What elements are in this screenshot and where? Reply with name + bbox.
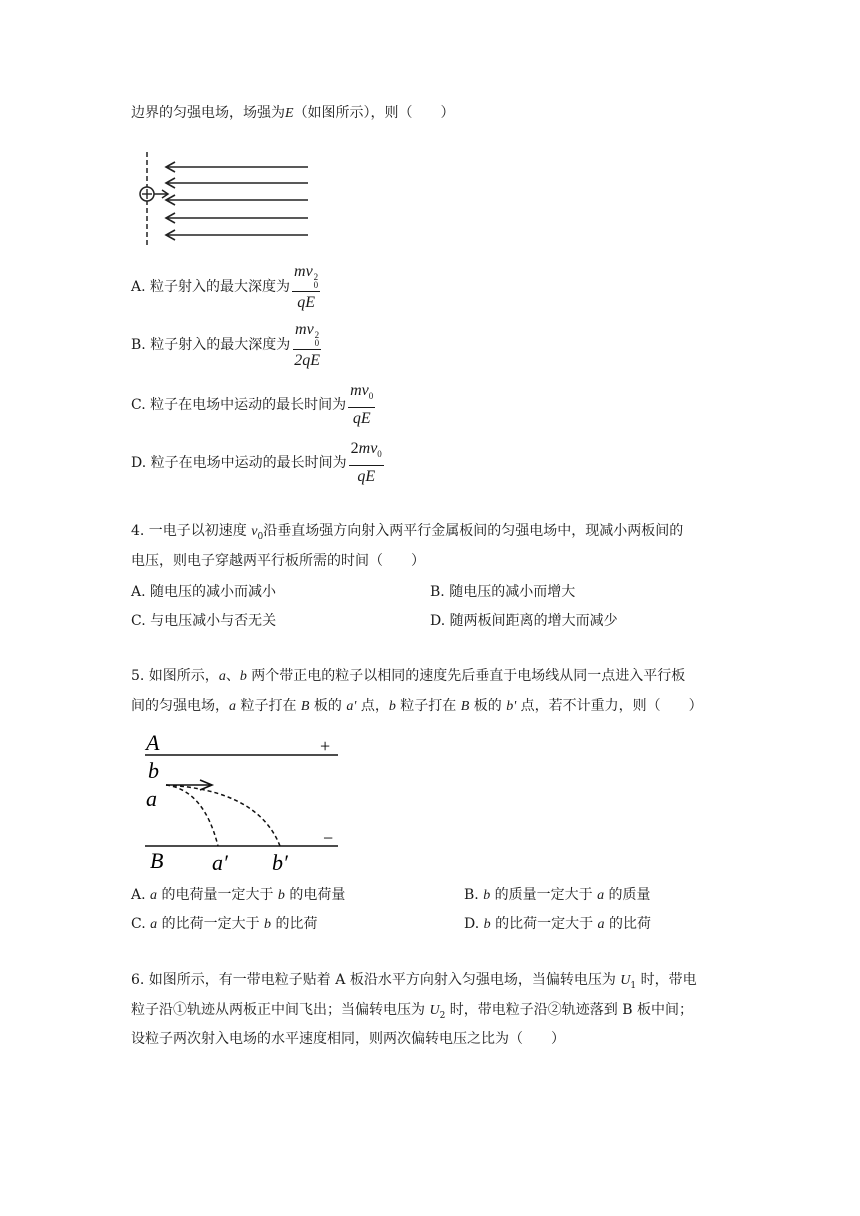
q5-opt-c-mid: 的比荷一定大于 — [157, 916, 265, 932]
q3-option-d-label: D. — [131, 455, 147, 471]
q5-l1-a: a — [218, 669, 226, 684]
q5-opt-c-v2: b — [264, 917, 272, 932]
q5-option-c — [131, 914, 317, 935]
q6-line1-b: 时，带电 — [636, 972, 697, 988]
q5-l2-b: b — [388, 699, 396, 714]
q5-plate-diagram — [140, 726, 345, 878]
q3-option-d-text: 粒子在电场中运动的最长时间为 — [150, 455, 347, 471]
q6-line1-a: 6. 如图所示，有一带电粒子贴着 A 板沿水平方向射入匀强电场，当偏转电压为 — [131, 972, 621, 988]
q5-l1-p3: 两个带正电的粒子以相同的速度先后垂直于电场线从同一点进入平行板 — [246, 668, 686, 684]
q4-option-c: C. 与电压减小与否无关 — [131, 613, 277, 629]
q3-option-b-fraction — [292, 321, 322, 370]
q5-opt-c-v1: a — [150, 917, 158, 932]
q5-stem-line2 — [131, 696, 703, 717]
q6-stem-line3: 设粒子两次射入电场的水平速度相同，则两次偏转电压之比为（ ） — [131, 1031, 565, 1047]
velocity-arrow-icon — [166, 780, 212, 790]
plate-a-label: A — [146, 730, 160, 755]
q5-opt-d-post: 的比荷 — [604, 916, 651, 932]
q3-option-a-sub: 0 — [313, 279, 319, 290]
q5-option-d — [464, 914, 651, 935]
trajectory-a — [166, 785, 218, 846]
q5-l1-b: b — [239, 669, 247, 684]
q5-l2-p5: 粒子打在 — [395, 698, 461, 714]
q5-l2-p1: 间的匀强电场， — [131, 698, 229, 714]
q5-stem-line1 — [131, 666, 685, 687]
q3-option-d-prefix: 2 — [350, 439, 359, 457]
q3-option-d-den: qE — [357, 468, 376, 486]
trajectory-b — [166, 785, 280, 846]
q5-l2-p2: 粒子打在 — [236, 698, 301, 714]
q5-opt-a-post: 的电荷量 — [284, 887, 346, 903]
q5-opt-c-pre: C. — [131, 916, 151, 932]
q5-opt-a-v1: a — [150, 888, 158, 903]
q5-opt-d-v1: b — [483, 917, 491, 932]
q6-u2: U — [429, 1003, 440, 1018]
q5-l1-p1: 5. 如图所示， — [131, 668, 219, 684]
q5-option-b — [464, 885, 651, 906]
q4-v0: v — [251, 524, 258, 539]
q3-field-diagram — [130, 148, 320, 248]
q3-option-b — [131, 322, 322, 368]
plate-a-plus: + — [320, 736, 331, 756]
q5-opt-a-v2: b — [277, 888, 285, 903]
q4-option-d: D. 随两板间距离的增大而减少 — [430, 613, 618, 629]
q4-stem-line1 — [131, 521, 683, 547]
q4-option-b: B. 随电压的减小而增大 — [430, 584, 576, 600]
q3-option-c-text: 粒子在电场中运动的最长时间为 — [150, 397, 347, 413]
q5-l2-p7: 点，若不计重力，则（ ） — [516, 698, 703, 714]
q6-line2-a: 粒子沿①轨迹从两板正中间飞出；当偏转电压为 — [131, 1002, 430, 1018]
q5-l1-p2: 、 — [225, 668, 240, 684]
q3-option-a-den: qE — [297, 293, 315, 311]
point-b-prime-label: b′ — [272, 850, 288, 875]
q3-option-d-num: mv — [358, 439, 378, 457]
q5-opt-d-v2: a — [597, 917, 605, 932]
q3-intro-text-a: 边界的匀强电场，场强为 — [131, 105, 285, 121]
q3-option-a-label: A. — [131, 279, 146, 295]
point-a-prime-label: a′ — [212, 850, 228, 875]
q3-option-b-text: 粒子射入的最大深度为 — [150, 337, 291, 353]
q4-v0-sub: 0 — [257, 531, 264, 542]
q6-u2-sub: 2 — [439, 1010, 446, 1021]
q6-stem-line1 — [131, 970, 697, 996]
q5-opt-d-pre: D. — [464, 916, 484, 932]
q6-stem-line2 — [131, 1000, 693, 1026]
q5-l2-b-prime: b' — [506, 699, 517, 714]
q5-opt-c-post: 的比荷 — [271, 916, 318, 932]
q5-option-a — [131, 885, 345, 906]
q3-option-c-fraction — [348, 382, 375, 428]
q3-option-a — [131, 264, 320, 310]
q5-l2-a: a — [229, 699, 236, 714]
q5-l2-p4: 点， — [356, 698, 389, 714]
q6-u1: U — [620, 973, 631, 988]
q6-u1-sub: 1 — [630, 980, 637, 991]
q3-option-c-den: qE — [352, 410, 371, 428]
q6-line2-b: 时，带电粒子沿②轨迹落到 B 板中间； — [445, 1002, 693, 1018]
particle-a-label: a — [146, 786, 157, 811]
q3-intro-line — [131, 103, 455, 124]
q3-option-b-den: 2qE — [294, 351, 320, 369]
q3-option-d — [131, 440, 384, 486]
q3-option-a-fraction — [292, 263, 320, 312]
q3-option-b-sub: 0 — [314, 337, 320, 348]
q5-l2-b2: B — [460, 699, 470, 714]
q5-opt-b-v2: a — [597, 888, 605, 903]
q4-option-a: A. 随电压的减小而减小 — [131, 584, 277, 600]
q3-option-c-sub: 0 — [368, 391, 374, 402]
q3-option-c — [131, 382, 375, 428]
q5-l2-a-prime: a' — [346, 699, 357, 714]
q5-l2-p6: 板的 — [469, 698, 507, 714]
q3-option-a-num: mv — [294, 262, 313, 280]
q5-l2-p3: 板的 — [309, 698, 347, 714]
q3-option-d-sub: 0 — [377, 449, 382, 460]
q3-field-lines — [166, 162, 308, 240]
q3-option-c-label: C. — [131, 397, 146, 413]
q3-option-b-sup: 2 — [314, 329, 320, 340]
q5-opt-b-pre: B. — [464, 887, 484, 903]
q3-option-a-text: 粒子射入的最大深度为 — [150, 279, 291, 295]
q5-opt-b-mid: 的质量一定大于 — [490, 887, 598, 903]
q4-line1-b: 沿垂直场强方向射入两平行金属板间的匀强电场中，现减小两板间的 — [263, 523, 684, 539]
q4-stem-line2: 电压，则电子穿越两平行板所需的时间（ ） — [131, 553, 425, 569]
plate-b-label: B — [150, 848, 164, 873]
q5-opt-a-mid: 的电荷量一定大于 — [157, 887, 278, 903]
q5-opt-a-pre: A. — [131, 887, 151, 903]
q3-option-d-fraction — [349, 440, 384, 486]
q3-option-b-label: B. — [131, 337, 146, 353]
particle-b-label: b — [148, 758, 159, 783]
q5-opt-b-post: 的质量 — [604, 887, 651, 903]
q5-opt-d-mid: 的比荷一定大于 — [490, 916, 598, 932]
q5-l2-b1: B — [300, 699, 310, 714]
q3-var-e: E — [285, 106, 294, 121]
positive-charge-icon — [140, 187, 168, 201]
q3-option-c-num: mv — [350, 381, 369, 399]
plate-b-minus: − — [323, 828, 334, 848]
q3-intro-text-b: （如图所示），则（ ） — [293, 105, 455, 121]
q5-opt-b-v1: b — [483, 888, 491, 903]
q4-line1-a: 4. 一电子以初速度 — [131, 523, 252, 539]
q3-option-a-sup: 2 — [313, 271, 319, 282]
q3-option-b-num: mv — [295, 320, 314, 338]
